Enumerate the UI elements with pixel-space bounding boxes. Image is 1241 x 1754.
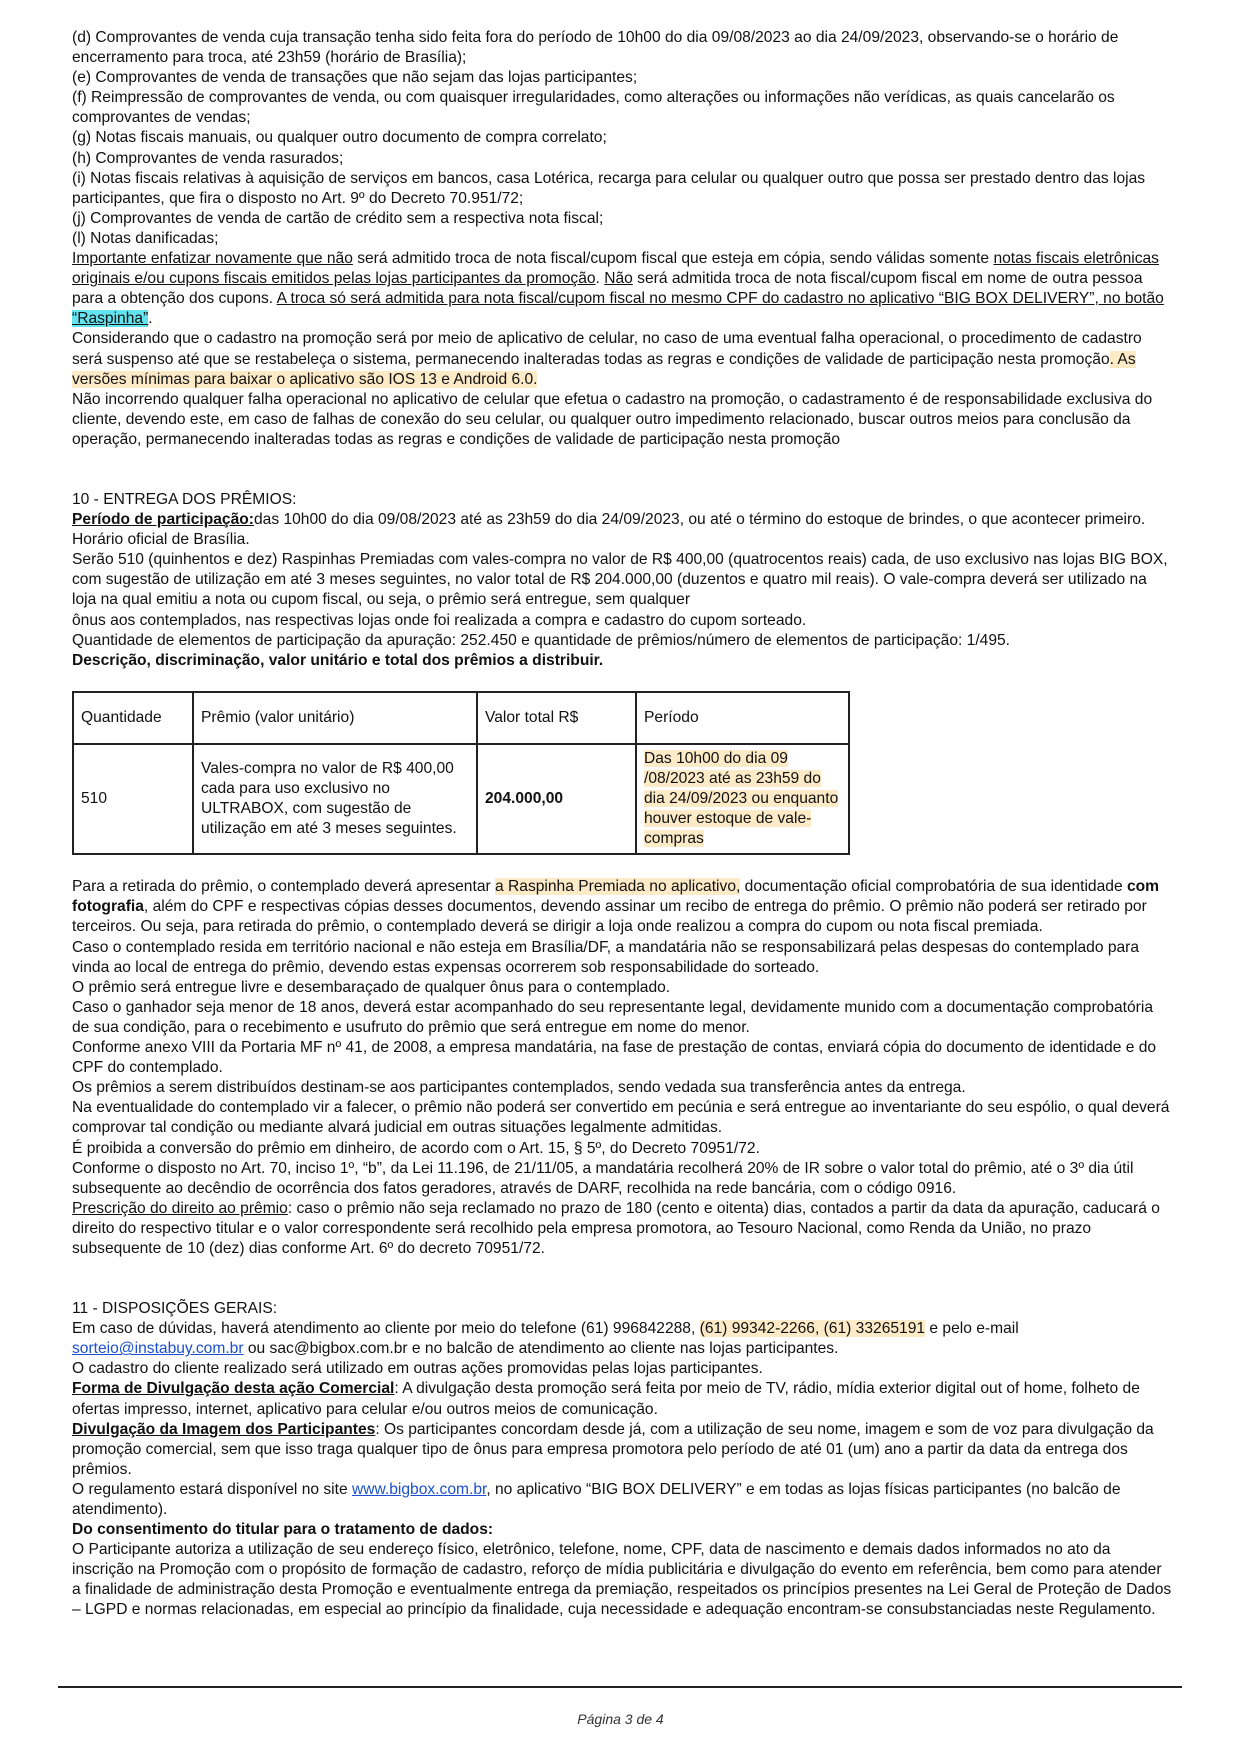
consent-heading: Do consentimento do titular para o tratamento de dados: [72,1521,494,1539]
item-l: (l) Notas danificadas; [72,229,219,247]
periodo-highlight: Das 10h00 do dia 09 /08/2023 até as 23h59 do dia 24/09/2023 ou enquanto houver estoque de vale-compras [644,749,839,848]
proibida-paragraph: É proibida a conversão do prêmio em dinheiro, de acordo com o Art. 15, § 5º, do Decreto 70951/72. [72,1139,760,1157]
periodo-label: Período de participação: [72,511,254,529]
email-link[interactable]: sorteio@instabuy.com.br [72,1340,244,1358]
table-row [73,744,849,854]
document-page [72,28,1174,1621]
com-fotografia: com fotografia [72,878,1160,916]
cell-premio: Vales-compra no valor de R$ 400,00 cada para uso exclusivo no ULTRABOX, com sugestão de utilização em até 3 meses seguintes. [193,744,477,854]
header-quantidade: Quantidade [73,692,193,744]
app-versions-highlight: . As versões mínimas para baixar o aplicativo são IOS 13 e Android 6.0. [72,350,1136,388]
item-f: (f) Reimpressão de comprovantes de venda, ou com quaisquer irregularidades, como alterações ou informações não verídicas, as quais cancelarão os comprovantes de vendas; [72,89,1115,127]
header-premio: Prêmio (valor unitário) [193,692,477,744]
item-e: (e) Comprovantes de venda de transações que não sejam das lojas participantes; [72,69,638,87]
prescricao-paragraph: Prescrição do direito ao prêmio: caso o prêmio não seja reclamado no prazo de 180 (cento e oitenta) dias, contados a partir da data da apuração, caducará o direito do respectivo titular e o valor correspondente será recolhido pela empresa promotora, ao Tesouro Nacional, como Renda da União, no prazo subsequente de 10 (dez) dias conforme Art. 6º do decreto 70951/72. [72,1199,1160,1257]
header-valor: Valor total R$ [477,692,636,744]
header-periodo: Período [636,692,849,744]
valid-notes-text: notas fiscais eletrônicas originais e/ou cupons fiscais emitidos pelas lojas participantes da promoção [72,250,1159,288]
important-paragraph: Importante enfatizar novamente que não será admitido troca de nota fiscal/cupom fiscal que esteja em cópia, sendo válidas somente notas fiscais eletrônicas originais e/ou cupons fiscais emitidos pelas lojas participantes da promoção. Não será admitida troca de nota fiscal/cupom fiscal em nome de outra pessoa para a obtenção dos cupons. A troca só será admitida para nota fiscal/cupom fiscal no mesmo CPF do cadastro no aplicativo “BIG BOX DELIVERY”, no botão “Raspinha”. [72,250,1164,328]
forma-paragraph: Forma de Divulgação desta ação Comercial: A divulgação desta promoção será feita por meio de TV, rádio, mídia exterior digital out of home, folheto de ofertas impresso, internet, aplicativo para celular e/ou outros meios de comunicação. [72,1380,1140,1418]
regulamento-paragraph: O regulamento estará disponível no site www.bigbox.com.br, no aplicativo “BIG BOX DELIVERY” e em todas as lojas físicas participantes (no balcão de atendimento). [72,1480,1121,1518]
raspinha-app-highlight: a Raspinha Premiada no aplicativo, [495,878,741,896]
destinam-paragraph: Os prêmios a serem distribuídos destinam-se aos participantes contemplados, sendo vedada sua transferência antes da entrega. [72,1079,966,1097]
page-number: Página 3 de 4 [577,1711,664,1727]
phones-highlight: (61) 99342-2266, (61) 33265191 [699,1320,926,1338]
cadastro-outras-paragraph: O cadastro do cliente realizado será utilizado em outras ações promovidas pelas lojas participantes. [72,1360,763,1378]
raspinha-button-highlight: “Raspinha” [72,310,149,328]
footer-divider [58,1686,1182,1688]
item-h: (h) Comprovantes de venda rasurados; [72,149,344,167]
art70-paragraph: Conforme o disposto no Art. 70, inciso 1º, “b”, da Lei 11.196, de 21/11/05, a mandatária recolherá 20% de IR sobre o valor total do prêmio, até o 3º dia útil subsequente ao decêndio de ocorrência dos fatos geradores, através de DARF, recolhida na rede bancária, com o código 0916. [72,1159,1134,1197]
cell-valor: 204.000,00 [477,744,636,854]
serao-paragraph: Serão 510 (quinhentos e dez) Raspinhas Premiadas com vales-compra no valor de R$ 400,00 (quatrocentos reais) cada, de uso exclusivo nas lojas BIG BOX, com sugestão de utilização em até 3 meses seguintes, no valor total de R$ 204.000,00 (duzentos e quatro mil reais). O vale-compra deverá ser utilizado na loja na qual emitiu a nota ou cupom fiscal, ou seja, o prêmio será entregue, sem qualquer [72,551,1168,609]
portaria-paragraph: Conforme anexo VIII da Portaria MF nº 41, de 2008, a empresa mandatária, na fase de prestação de contas, enviará cópia do documento de identidade e do CPF do contemplado. [72,1039,1157,1077]
same-cpf-text: A troca só será admitida para nota fiscal/cupom fiscal no mesmo CPF do cadastro no aplicativo “BIG BOX DELIVERY”, no botão [276,290,1164,308]
imagem-label: Divulgação da Imagem dos Participantes [72,1420,376,1438]
duvidas-paragraph: Em caso de dúvidas, haverá atendimento ao cliente por meio do telefone (61) 996842288, (61) 99342-2266, (61) 33265191 e pelo e-mail sorteio@instabuy.com.br ou sac@bigbox.com.br e no balcão de atendimento ao cliente nas lojas participantes. [72,1320,1019,1358]
section11-heading: 11 - DISPOSIÇÕES GERAIS: [72,1300,278,1318]
livre-paragraph: O prêmio será entregue livre e desembaraçado de qualquer ônus para o contemplado. [72,978,671,996]
item-i: (i) Notas fiscais relativas à aquisição de serviços em bancos, casa Lotérica, recarga para celular ou qualquer outro que possa ser prestado dentro das lojas participantes, que fira o disposto no Art. 9º do Decreto 70.951/72; [72,169,1146,207]
menor-paragraph: Caso o ganhador seja menor de 18 anos, deverá estar acompanhado do seu representante legal, devidamente munido com a documentação comprobatória de sua condição, para o recebimento e usufruto do prêmio que será entregue em nome do menor. [72,998,1153,1036]
item-j: (j) Comprovantes de venda de cartão de crédito sem a respectiva nota fiscal; [72,209,604,227]
table-header-row [73,692,849,744]
consent-paragraph: O Participante autoriza a utilização de seu endereço físico, eletrônico, telefone, nome, CPF, data de nascimento e demais dados informados no ato da inscrição na Promoção com o propósito de formação de cadastro, reforço de mídia publicitária e divulgação do evento em referência, bem como para atender a finalidade de administração desta Promoção e eventualmente entrega da premiação, respeitados os princípios presentes na Lei Geral de Proteção de Dados – LGPD e normas relacionadas, em especial ao princípio da finalidade, cuja necessidade e adequação encontram-se consubstanciadas neste Regulamento. [72,1541,1172,1619]
retirada-paragraph: Para a retirada do prêmio, o contemplado deverá apresentar a Raspinha Premiada no aplicativo, documentação oficial comprobatória de sua identidade com fotografia, além do CPF e respectivas cópias desses documentos, devendo assinar um recibo de entrega do prêmio. O prêmio não poderá ser retirado por terceiros. Ou seja, para retirada do prêmio, o contemplado deverá se dirigir a loja onde realizou a compra do cupom ou nota fiscal premiada. [72,878,1160,936]
section10-heading: 10 - ENTREGA DOS PRÊMIOS: [72,490,297,508]
falha-paragraph: Não incorrendo qualquer falha operacional no aplicativo de celular que efetua o cadastro na promoção, o cadastramento é de responsabilidade exclusiva do cliente, devendo este, em caso de falhas de conexão do seu celular, ou qualquer outro impedimento relacionado, buscar outros meios para conclusão da operação, permanecendo inalteradas todas as regras e condições de validade de participação nesta promoção [72,390,1153,448]
residencia-paragraph: Caso o contemplado resida em território nacional e não esteja em Brasília/DF, a mandatária não se responsabilizará pelas despesas do contemplado para vinda ao local de entrega do prêmio, devendo estas expensas ocorrerem sob responsabilidade do sorteado. [72,938,1140,976]
item-g: (g) Notas fiscais manuais, ou qualquer outro documento de compra correlato; [72,129,607,147]
prescricao-label: Prescrição do direito ao prêmio [72,1199,288,1217]
descricao-heading: Descrição, discriminação, valor unitário e total dos prêmios a distribuir. [72,651,604,669]
item-d: (d) Comprovantes de venda cuja transação tenha sido feita fora do período de 10h00 do dia 09/08/2023 ao dia 24/09/2023, observando-se o horário de encerramento para troca, até 23h59 (horário de Brasília); [72,29,1119,67]
cadastro-paragraph: Considerando que o cadastro na promoção será por meio de aplicativo de celular, no caso de uma eventual falha operacional, o procedimento de cadastro será suspenso até que se restabeleça o sistema, permanecendo inalteradas todas as regras e condições de validade de participação nesta promoção. As versões mínimas para baixar o aplicativo são IOS 13 e Android 6.0. [72,330,1142,388]
cell-periodo [636,744,849,854]
forma-label: Forma de Divulgação desta ação Comercial [72,1380,395,1398]
falecer-paragraph: Na eventualidade do contemplado vir a falecer, o prêmio não poderá ser convertido em pecúnia e será entregue ao inventariante do seu espólio, o qual deverá comprovar tal condição ou mediante alvará judicial em outras situações legalmente admitidas. [72,1099,1170,1137]
onus-paragraph: ônus aos contemplados, nas respectivas lojas onde foi realizada a compra e cadastro do cupom sorteado. [72,611,807,629]
prizes-table [72,691,850,855]
important-lead: Importante enfatizar novamente que não [72,250,353,268]
site-link[interactable]: www.bigbox.com.br [351,1480,487,1498]
imagem-paragraph: Divulgação da Imagem dos Participantes: Os participantes concordam desde já, com a utilização de seu nome, imagem e som de voz para divulgação da promoção comercial, sem que isso traga qualquer tipo de ônus para empresa promotora pelo período de até 01 (um) ano a partir da data da entrega dos prêmios. [72,1420,1154,1478]
periodo-paragraph: Período de participação:das 10h00 do dia 09/08/2023 até as 23h59 do dia 24/09/2023, ou até o término do estoque de brindes, o que acontecer primeiro. Horário oficial de Brasília. [72,511,1146,549]
quantidade-paragraph: Quantidade de elementos de participação da apuração: 252.450 e quantidade de prêmios/número de elementos de participação: 1/495. [72,631,1011,649]
cell-quantidade: 510 [73,744,193,854]
